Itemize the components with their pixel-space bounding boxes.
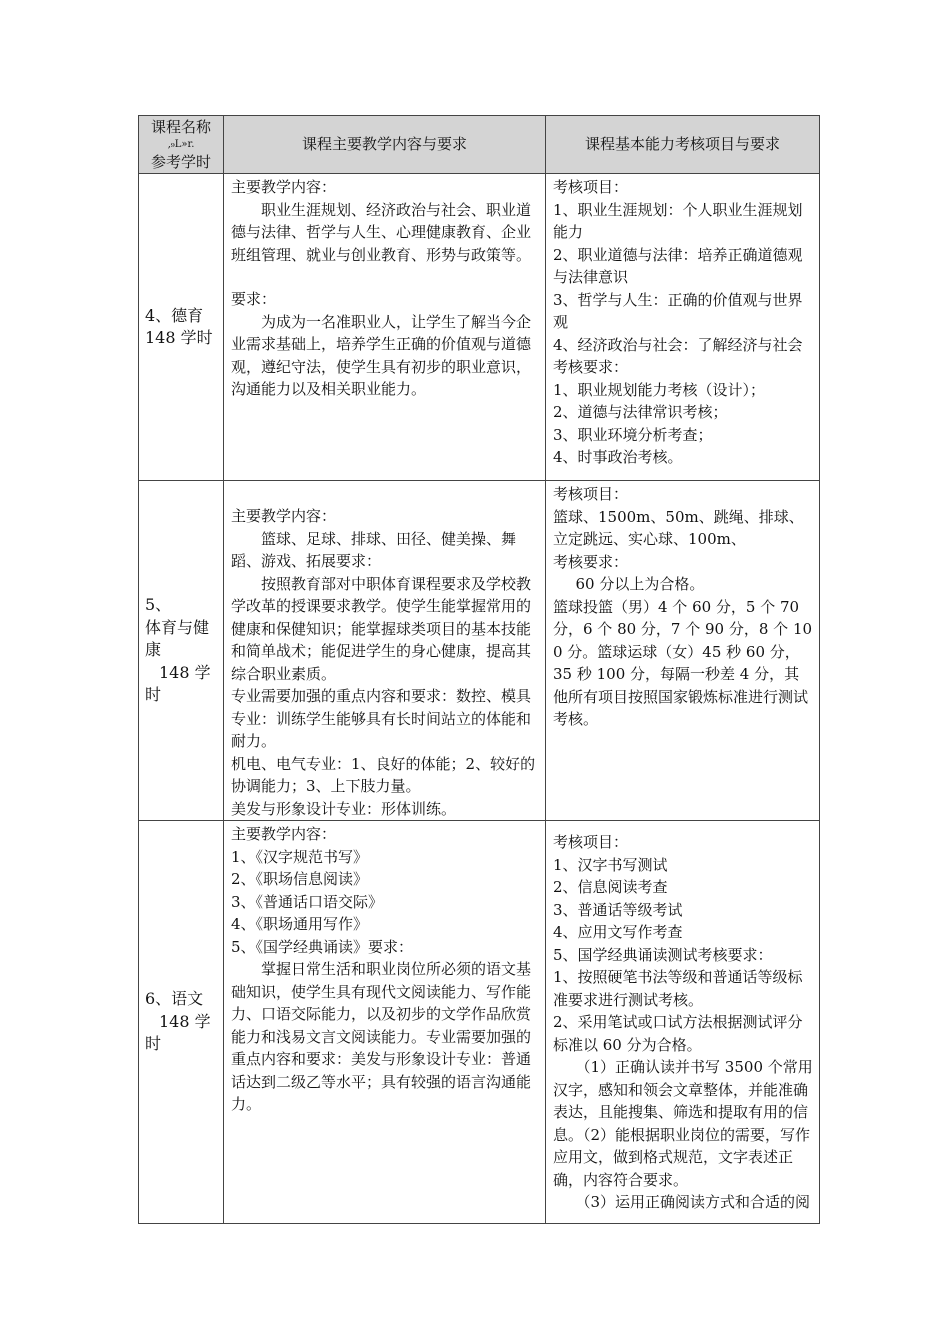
content-text: 2、《职场信息阅读》 bbox=[231, 870, 369, 888]
course-hours-line: 148 学 bbox=[159, 1011, 211, 1031]
assess-blank bbox=[553, 823, 814, 831]
assess-text: 1、职业规划能力考核（设计）； bbox=[553, 380, 766, 399]
content-text: 要求： bbox=[231, 290, 277, 308]
content-text: 美发与形象设计专业：形体训练。 bbox=[231, 799, 457, 818]
course-assess-cell bbox=[546, 174, 820, 481]
header-row bbox=[139, 116, 820, 174]
content-text: 主要教学内容： bbox=[231, 825, 337, 843]
content-text: 篮球、足球、排球、田径、健美操、舞蹈、游戏、拓展要求： bbox=[231, 529, 517, 570]
course-name-line: 4、德育 bbox=[145, 305, 204, 325]
assess-text: 2、职业道德与法律：培养正确道德观与法律意识 bbox=[553, 245, 803, 286]
course-hours-line: 148 学时 bbox=[145, 328, 213, 347]
course-assess-cell bbox=[546, 821, 820, 1224]
content-text: 主要教学内容： bbox=[231, 507, 337, 525]
content-text: 3、《普通话口语交际》 bbox=[231, 892, 384, 911]
course-hours-line: 148 学 bbox=[159, 662, 211, 682]
assess-text: 4、应用文写作考查 bbox=[553, 923, 683, 941]
content-text: 按照教育部对中职体育课程要求及学校教学改革的授课要求教学。使学生能掌握常用的健康和保健知识；能掌握球类项目的基本技能和简单战术；能促进学生的身心健康，提高其综合职业素质。 bbox=[231, 574, 532, 683]
course-content-cell bbox=[224, 821, 546, 1224]
course-content-cell bbox=[224, 481, 546, 821]
assess-text: 考核项目： bbox=[553, 178, 629, 196]
course-name-cell bbox=[139, 174, 224, 481]
content-text: 主要教学内容： bbox=[231, 178, 337, 196]
assess-text: 2、道德与法律常识考核； bbox=[553, 403, 728, 421]
content-text: 4、《职场通用写作》 bbox=[231, 915, 369, 933]
assess-text: 3、普通话等级考试 bbox=[553, 900, 683, 919]
content-blank bbox=[231, 483, 540, 505]
header-garbled-text: ‚₉L»r. bbox=[167, 138, 195, 150]
content-text: 5、《国学经典诵读》要求： bbox=[231, 937, 414, 956]
content-text: 专业需要加强的重点内容和要求：数控、模具专业：训练学生能够具有长时间站立的体能和耐力。 bbox=[231, 687, 532, 750]
header-assess: 课程基本能力考核项目与要求 bbox=[546, 116, 820, 174]
header-content: 课程主要教学内容与要求 bbox=[224, 116, 546, 174]
course-name-cell bbox=[139, 821, 224, 1224]
course-name-line: 6、语文 bbox=[145, 989, 204, 1009]
assess-text: 考核要求： bbox=[553, 358, 629, 376]
assess-text: 1、职业生涯规划：个人职业生涯规划能力 bbox=[553, 200, 803, 241]
assess-text: 3、职业环境分析考查； bbox=[553, 425, 713, 444]
header-course-name bbox=[139, 116, 224, 174]
assess-text: 篮球投篮（男）4 个 60 分，5 个 70 分，6 个 80 分，7 个 90 分，8 个 10 0 分。篮球运球（女）45 秒 60 分，35 秒 100 分，每隔一秒差 4 分，其他所有项目按照国家锻炼标准进行测试考核。 bbox=[553, 597, 813, 728]
content-text: 职业生涯规划、经济政治与社会、职业道德与法律、哲学与人生、心理健康教育、企业班组管理、就业与创业教育、形势与政策等。 bbox=[231, 200, 532, 264]
course-content-cell bbox=[224, 174, 546, 481]
content-text: 1、《汉字规范书写》 bbox=[231, 847, 369, 866]
assess-text: 考核项目： bbox=[553, 833, 629, 851]
assess-text: （1）正确认读并书写 3500 个常用汉字，感知和领会文章整体，并能准确表达，且能搜集、筛选和提取有用的信息。（2）能根据职业岗位的需要，写作应用文，做到格式规范，文字表述正确，内容符合要求。 bbox=[553, 1058, 813, 1189]
assess-text: 2、信息阅读考查 bbox=[553, 878, 668, 896]
course-assess-cell bbox=[546, 481, 820, 821]
assess-text: 60 分以上为合格。 bbox=[575, 575, 705, 593]
assess-text: 考核要求： bbox=[553, 552, 629, 571]
table-row bbox=[139, 821, 820, 1224]
course-name-line: 5、 bbox=[145, 595, 172, 615]
table-row bbox=[139, 174, 820, 481]
assess-text: 考核项目： bbox=[553, 485, 629, 503]
table-row bbox=[139, 481, 820, 821]
assess-text: 5、国学经典诵读测试考核要求： bbox=[553, 945, 773, 964]
content-text: 为成为一名准职业人，让学生了解当今企业需求基础上，培养学生正确的价值观与道德观，遵纪守法，使学生具有初步的职业意识，沟通能力以及相关职业能力。 bbox=[231, 312, 532, 398]
course-table bbox=[138, 115, 820, 1224]
assess-text: 4、经济政治与社会：了解经济与社会 bbox=[553, 335, 803, 354]
content-text: 掌握日常生活和职业岗位所必须的语文基础知识，使学生具有现代文阅读能力、写作能力、口语交际能力，以及初步的文学作品欣赏能力和浅易文言文阅读能力。专业需要加强的重点内容和要求：美发与形象设计专业：普通话达到二级乙等水平；具有较强的语言沟通能力。 bbox=[231, 960, 532, 1113]
course-name-cell bbox=[139, 481, 224, 821]
assess-text: 3、哲学与人生：正确的价值观与世界观 bbox=[553, 290, 803, 331]
assess-text: 1、汉字书写测试 bbox=[553, 855, 668, 874]
course-hours-line: 时 bbox=[145, 1034, 162, 1054]
content-blank bbox=[231, 266, 540, 288]
assess-text: 2、采用笔试或口试方法根据测试评分标准以 60 分为合格。 bbox=[553, 1013, 803, 1054]
header-course-name-label: 课程名称 bbox=[150, 118, 211, 136]
course-name-line: 体育与健康 bbox=[145, 617, 210, 660]
course-hours-line: 时 bbox=[145, 685, 162, 705]
assess-text: 4、时事政治考核。 bbox=[553, 448, 683, 466]
content-text: 机电、电气专业：1、良好的体能；2、较好的协调能力；3、上下肢力量。 bbox=[231, 754, 536, 795]
header-hours-label: 参考学时 bbox=[150, 152, 211, 171]
assess-text: 1、按照硬笔书法等级和普通话等级标准要求进行测试考核。 bbox=[553, 968, 803, 1009]
assess-text: （3）运用正确阅读方式和合适的阅 bbox=[575, 1193, 811, 1211]
assess-text: 篮球、1500m、50m、跳绳、排球、立定跳远、实心球、100m、 bbox=[553, 507, 804, 548]
